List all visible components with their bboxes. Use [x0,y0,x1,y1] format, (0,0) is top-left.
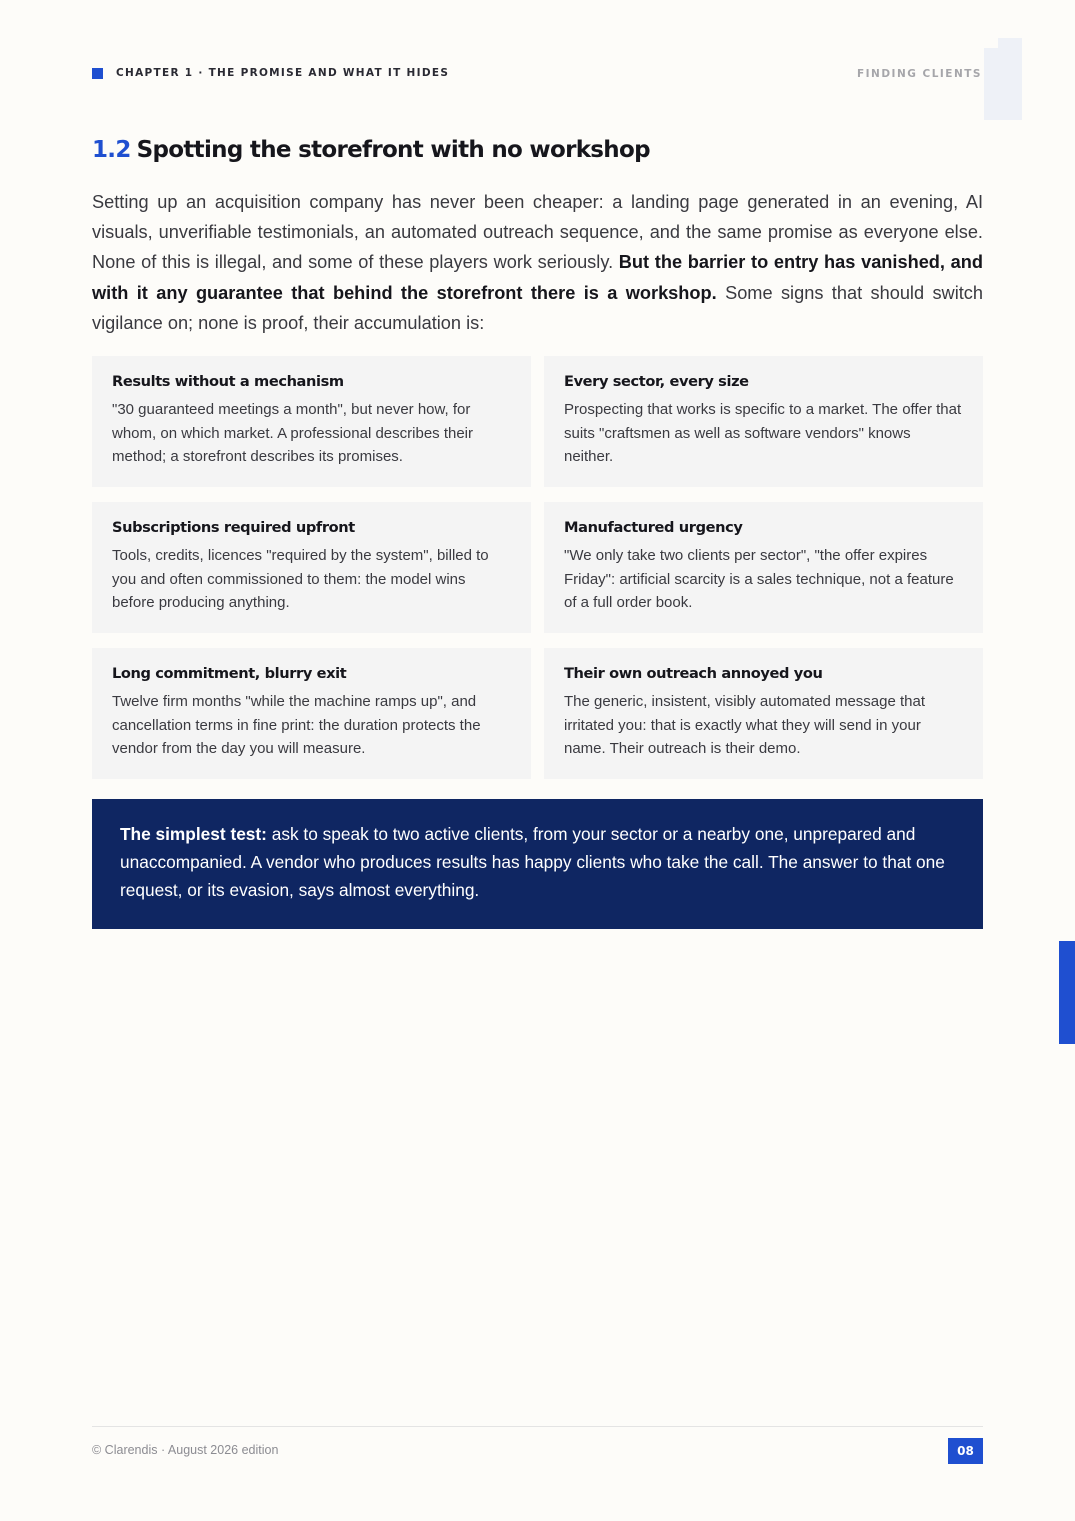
chapter-label: CHAPTER 1 · THE PROMISE AND WHAT IT HIDES [116,67,450,79]
footer-divider [92,1426,983,1427]
section-title: Spotting the storefront with no workshop [136,137,650,163]
simplest-test-callout [92,799,983,929]
page-number-badge: 08 [948,1438,983,1464]
chapter-marker-icon [92,68,103,79]
card-title: Long commitment, blurry exit [112,665,347,682]
card-title: Results without a mechanism [112,373,344,390]
chapter-side-tab [1059,941,1075,1044]
callout-text [120,820,955,905]
section-label: FINDING CLIENTS [856,68,982,80]
card-title: Subscriptions required upfront [112,519,355,536]
card-text: Twelve firm months "while the machine ramps up", and cancellation terms in fine print: the duration protects the vendor from the day you will measure. [112,693,481,757]
card-title: Every sector, every size [564,373,749,390]
sign-card-results-without-mechanism [92,356,531,487]
card-title: Their own outreach annoyed you [564,665,823,682]
chapter-numeral-decoration [984,38,1022,120]
section-heading [92,137,650,163]
footer-credit: © Clarendis · August 2026 edition [92,1443,279,1457]
section-number: 1.2 [92,137,131,163]
warning-signs-grid [92,356,983,779]
sign-card-subscriptions-upfront [92,502,531,633]
callout-label: The simplest test: [120,824,267,844]
intro-paragraph [92,187,983,338]
sign-card-long-commitment [92,648,531,779]
intro-lead: Setting up an acquisition company has never been cheaper: a landing page generated in an evening, AI visuals, unverifiable testimonials, an automated outreach sequence, and the same promise as everyone else. None of this is illegal, and some of these players work seriously. [92,192,983,273]
sign-card-manufactured-urgency [544,502,983,633]
card-text: Prospecting that works is specific to a market. The offer that suits "craftsmen as well as software vendors" knows neither. [564,401,962,465]
card-title: Manufactured urgency [564,519,743,536]
sign-card-every-sector [544,356,983,487]
intro-tail: Some signs that should switch vigilance on; none is proof, their accumulation is: [92,282,983,333]
sign-card-own-outreach [544,648,983,779]
intro-emphasis: But the barrier to entry has vanished, and with it any guarantee that behind the storefront there is a workshop. [92,252,983,303]
card-text: "We only take two clients per sector", "the offer expires Friday": artificial scarcity is a sales technique, not a feature of a full order book. [564,547,954,611]
card-text: Tools, credits, licences "required by the system", billed to you and often commissioned to them: the model wins before producing anything. [112,547,489,611]
card-text: The generic, insistent, visibly automated message that irritated you: that is exactly what they will send in your name. Their outreach is their demo. [564,693,926,757]
card-text: "30 guaranteed meetings a month", but never how, for whom, on which market. A professional describes their method; a storefront describes its promises. [112,401,474,465]
callout-body: ask to speak to two active clients, from your sector or a nearby one, unprepared and unaccompanied. A vendor who produces results has happy clients who take the call. The answer to that one request, or its evasion, says almost everything. [120,824,945,901]
chapter-header [92,67,449,79]
